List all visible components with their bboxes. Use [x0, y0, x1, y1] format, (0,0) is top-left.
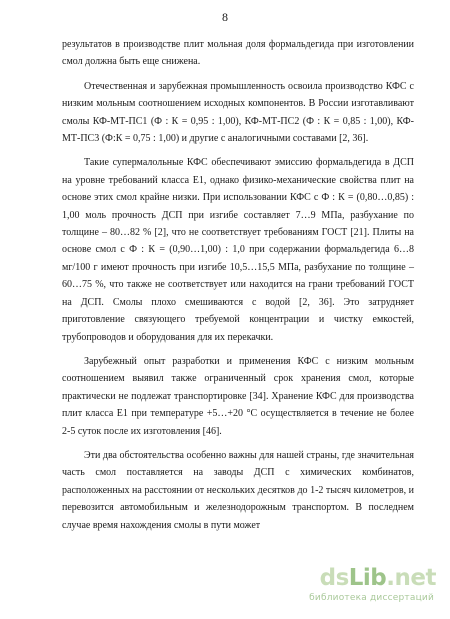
paragraph-production: Отечественная и зарубежная промышленность освоила производство КФС с низким мольным соотношением исходных компонентов. В России изготавливают смолы КФ-МТ-ПС1 (Ф : К = 0,95 : 1,00), КФ-МТ-ПС2 (Ф : К = 0,85 : 1,00), КФ-МТ-ПС3 (Ф:К = 0,75 : 1,00) и другие с аналогичными составами [2, 36]. — [62, 80, 414, 145]
dslib-subtitle: библиотека диссертаций — [309, 593, 434, 603]
paragraph-continuation: результатов в производстве плит мольная доля формальдегида при изготовлении смол должна быть еще снижена. — [62, 39, 414, 68]
document-body — [62, 36, 414, 534]
paragraph-foreign-experience: Зарубежный опыт разработки и применения КФС с низким мольным соотношением выявил также ограниченный срок хранения смол, которые практически не подлежат транспортировке [34]. Хранение КФС для производства плит класса Е1 при температуре +5…+20 °С осуществляется в течение не более 2-5 суток после их изготовления [46]. — [62, 355, 414, 437]
dslib-watermark — [309, 565, 436, 609]
page-number: 8 — [222, 10, 228, 24]
paragraph-properties: Такие супермалольные КФС обеспечивают эмиссию формальдегида в ДСП на уровне требований класса Е1, однако физико-механические свойства плит на основе этих смол крайне низки. При использовании КФС с Ф : К = (0,80…0,85) : 1,00 моль прочность ДСП при изгибе составляет 7…9 МПа, разбухание по толщине – 80…82 % [2], что не соответствует требованиям ГОСТ [21]. Плиты на основе смол с Ф : К = (0,90…1,00) : 1,0 при содержании формальдегида 6…8 мг/100 г имеют прочность при изгибе 10,5…15,5 МПа, разбухание по толщине – 60…75 %, что также не соответствует или находится на грани требований ГОСТ на ДСП. Смолы плохо смешиваются с водой [2, 36]. Это затрудняет приготовление связующего требуемой концентрации и чистку емкостей, трубопроводов и оборудования для их перекачки. — [62, 157, 414, 343]
dslib-logo: dsLib.net — [319, 565, 436, 591]
paragraph-transport: Эти два обстоятельства особенно важны для нашей страны, где значительная часть смол поставляется на заводы ДСП с химических комбинатов, расположенных на расстоянии от нескольких десятков до 1-2 тысяч километров, и перевозится автомобильным и железнодорожным транспортом. В последнем случае время нахождения смолы в пути может — [62, 449, 414, 531]
